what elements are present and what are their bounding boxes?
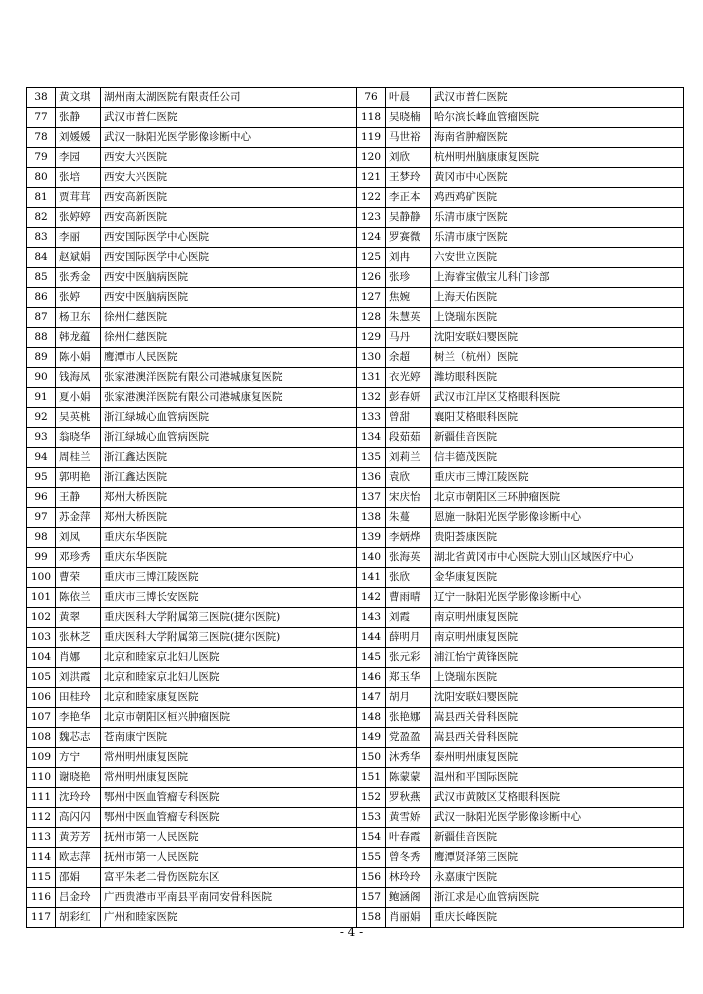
right-hospital-name: 泰州明州康复医院 [431, 748, 684, 768]
right-hospital-name: 沈阳安联妇婴医院 [431, 688, 684, 708]
left-row-number: 78 [27, 128, 56, 148]
table-row [27, 208, 684, 228]
left-row-number: 89 [27, 348, 56, 368]
right-row-number: 143 [357, 608, 386, 628]
right-hospital-name: 杭州明州脑康康复医院 [431, 148, 684, 168]
table-row [27, 168, 684, 188]
left-person-name: 张培 [56, 168, 101, 188]
left-row-number: 110 [27, 768, 56, 788]
right-hospital-name: 重庆长峰医院 [431, 908, 684, 928]
right-row-number: 122 [357, 188, 386, 208]
left-person-name: 刘凤 [56, 528, 101, 548]
left-hospital-name: 广西贵港市平南县平南同安骨科医院 [101, 888, 357, 908]
table-row [27, 748, 684, 768]
right-person-name: 朱蔓 [386, 508, 431, 528]
right-hospital-name: 嵩县西关骨科医院 [431, 708, 684, 728]
left-hospital-name: 北京和睦家京北妇儿医院 [101, 668, 357, 688]
left-person-name: 欧志萍 [56, 848, 101, 868]
table-row [27, 868, 684, 888]
right-row-number: 149 [357, 728, 386, 748]
right-row-number: 157 [357, 888, 386, 908]
right-person-name: 张欣 [386, 568, 431, 588]
table-row [27, 508, 684, 528]
roster-table [26, 87, 684, 928]
left-hospital-name: 北京和睦家康复医院 [101, 688, 357, 708]
right-row-number: 132 [357, 388, 386, 408]
right-row-number: 151 [357, 768, 386, 788]
right-hospital-name: 永嘉康宁医院 [431, 868, 684, 888]
roster-table-body [27, 88, 684, 928]
left-hospital-name: 郑州大桥医院 [101, 508, 357, 528]
right-person-name: 段茹茹 [386, 428, 431, 448]
right-person-name: 彭春妍 [386, 388, 431, 408]
right-row-number: 120 [357, 148, 386, 168]
table-row [27, 628, 684, 648]
right-row-number: 126 [357, 268, 386, 288]
left-row-number: 102 [27, 608, 56, 628]
left-hospital-name: 西安国际医学中心医院 [101, 228, 357, 248]
right-hospital-name: 武汉市黄陂区艾格眼科医院 [431, 788, 684, 808]
right-hospital-name: 潍坊眼科医院 [431, 368, 684, 388]
right-hospital-name: 乐清市康宁医院 [431, 228, 684, 248]
table-row [27, 848, 684, 868]
right-row-number: 136 [357, 468, 386, 488]
right-row-number: 119 [357, 128, 386, 148]
left-row-number: 108 [27, 728, 56, 748]
right-hospital-name: 鸡西鸡矿医院 [431, 188, 684, 208]
table-row [27, 148, 684, 168]
left-row-number: 97 [27, 508, 56, 528]
table-row [27, 808, 684, 828]
left-row-number: 115 [27, 868, 56, 888]
right-person-name: 刘霞 [386, 608, 431, 628]
table-row [27, 608, 684, 628]
table-row [27, 588, 684, 608]
right-person-name: 马丹 [386, 328, 431, 348]
left-person-name: 黄文琪 [56, 88, 101, 108]
left-row-number: 111 [27, 788, 56, 808]
left-person-name: 张婷 [56, 288, 101, 308]
left-hospital-name: 西安中医脑病医院 [101, 268, 357, 288]
right-person-name: 刘莉兰 [386, 448, 431, 468]
right-row-number: 129 [357, 328, 386, 348]
right-hospital-name: 信丰德茂医院 [431, 448, 684, 468]
left-hospital-name: 抚州市第一人民医院 [101, 828, 357, 848]
right-hospital-name: 重庆市三博江陵医院 [431, 468, 684, 488]
right-row-number: 139 [357, 528, 386, 548]
right-hospital-name: 哈尔滨长峰血管瘤医院 [431, 108, 684, 128]
right-hospital-name: 上饶瑞东医院 [431, 668, 684, 688]
table-row [27, 328, 684, 348]
left-row-number: 107 [27, 708, 56, 728]
table-row [27, 648, 684, 668]
left-person-name: 张静 [56, 108, 101, 128]
table-row [27, 428, 684, 448]
right-person-name: 胡月 [386, 688, 431, 708]
right-person-name: 李炳烨 [386, 528, 431, 548]
left-hospital-name: 重庆东华医院 [101, 548, 357, 568]
left-hospital-name: 北京市朝阳区桓兴肿瘤医院 [101, 708, 357, 728]
left-hospital-name: 西安中医脑病医院 [101, 288, 357, 308]
left-row-number: 104 [27, 648, 56, 668]
right-person-name: 余超 [386, 348, 431, 368]
table-row [27, 568, 684, 588]
right-person-name: 郑玉华 [386, 668, 431, 688]
left-row-number: 113 [27, 828, 56, 848]
left-person-name: 韩龙蕴 [56, 328, 101, 348]
right-row-number: 144 [357, 628, 386, 648]
right-row-number: 124 [357, 228, 386, 248]
left-person-name: 魏芯志 [56, 728, 101, 748]
left-row-number: 85 [27, 268, 56, 288]
right-hospital-name: 上海天佑医院 [431, 288, 684, 308]
right-row-number: 150 [357, 748, 386, 768]
right-hospital-name: 新疆佳音医院 [431, 428, 684, 448]
left-hospital-name: 鹰潭市人民医院 [101, 348, 357, 368]
table-row [27, 668, 684, 688]
right-row-number: 121 [357, 168, 386, 188]
left-person-name: 黄芳芳 [56, 828, 101, 848]
right-person-name: 宋庆怡 [386, 488, 431, 508]
left-row-number: 92 [27, 408, 56, 428]
right-hospital-name: 南京明州康复医院 [431, 608, 684, 628]
left-row-number: 109 [27, 748, 56, 768]
right-hospital-name: 武汉一脉阳光医学影像诊断中心 [431, 808, 684, 828]
left-hospital-name: 徐州仁慈医院 [101, 308, 357, 328]
right-person-name: 刘欣 [386, 148, 431, 168]
left-person-name: 张秀金 [56, 268, 101, 288]
left-person-name: 陈依兰 [56, 588, 101, 608]
right-person-name: 陈蒙蒙 [386, 768, 431, 788]
left-hospital-name: 武汉一脉阳光医学影像诊断中心 [101, 128, 357, 148]
table-row [27, 128, 684, 148]
left-row-number: 112 [27, 808, 56, 828]
right-row-number: 76 [357, 88, 386, 108]
table-row [27, 308, 684, 328]
table-row [27, 388, 684, 408]
right-row-number: 153 [357, 808, 386, 828]
left-hospital-name: 鄂州中医血管瘤专科医院 [101, 808, 357, 828]
left-row-number: 95 [27, 468, 56, 488]
right-person-name: 叶春霞 [386, 828, 431, 848]
right-person-name: 朱慧英 [386, 308, 431, 328]
table-row [27, 768, 684, 788]
right-row-number: 138 [357, 508, 386, 528]
left-person-name: 杨卫东 [56, 308, 101, 328]
table-row [27, 228, 684, 248]
right-hospital-name: 金华康复医院 [431, 568, 684, 588]
table-row [27, 708, 684, 728]
table-row [27, 488, 684, 508]
left-hospital-name: 浙江绿城心血管病医院 [101, 428, 357, 448]
right-hospital-name: 上海睿宝傲宝儿科门诊部 [431, 268, 684, 288]
page-number: - 4 - [339, 925, 364, 939]
left-person-name: 谢晓艳 [56, 768, 101, 788]
left-hospital-name: 重庆医科大学附属第三医院(捷尔医院) [101, 608, 357, 628]
left-hospital-name: 郑州大桥医院 [101, 488, 357, 508]
left-row-number: 91 [27, 388, 56, 408]
right-person-name: 林玲玲 [386, 868, 431, 888]
left-hospital-name: 抚州市第一人民医院 [101, 848, 357, 868]
right-person-name: 张珍 [386, 268, 431, 288]
right-person-name: 衣光婷 [386, 368, 431, 388]
left-hospital-name: 重庆市三博江陵医院 [101, 568, 357, 588]
right-row-number: 152 [357, 788, 386, 808]
left-person-name: 李艳华 [56, 708, 101, 728]
left-row-number: 87 [27, 308, 56, 328]
right-person-name: 刘冉 [386, 248, 431, 268]
right-row-number: 156 [357, 868, 386, 888]
right-hospital-name: 辽宁一脉阳光医学影像诊断中心 [431, 588, 684, 608]
left-hospital-name: 湖州南太湖医院有限责任公司 [101, 88, 357, 108]
right-hospital-name: 嵩县西关骨科医院 [431, 728, 684, 748]
left-hospital-name: 西安高新医院 [101, 208, 357, 228]
right-hospital-name: 六安世立医院 [431, 248, 684, 268]
left-hospital-name: 西安大兴医院 [101, 168, 357, 188]
table-row [27, 188, 684, 208]
left-row-number: 114 [27, 848, 56, 868]
right-row-number: 154 [357, 828, 386, 848]
right-person-name: 李正本 [386, 188, 431, 208]
left-person-name: 吴英桃 [56, 408, 101, 428]
left-hospital-name: 浙江鑫达医院 [101, 448, 357, 468]
right-row-number: 133 [357, 408, 386, 428]
right-person-name: 鲍涵阁 [386, 888, 431, 908]
left-hospital-name: 重庆东华医院 [101, 528, 357, 548]
table-row [27, 88, 684, 108]
right-hospital-name: 新疆佳音医院 [431, 828, 684, 848]
right-hospital-name: 武汉市普仁医院 [431, 88, 684, 108]
right-person-name: 薛明月 [386, 628, 431, 648]
left-hospital-name: 重庆市三博长安医院 [101, 588, 357, 608]
right-hospital-name: 上饶瑞东医院 [431, 308, 684, 328]
left-person-name: 郭明艳 [56, 468, 101, 488]
left-person-name: 李丽 [56, 228, 101, 248]
right-hospital-name: 南京明州康复医院 [431, 628, 684, 648]
right-person-name: 吴晓楠 [386, 108, 431, 128]
left-person-name: 赵斌娟 [56, 248, 101, 268]
left-hospital-name: 广州和睦家医院 [101, 908, 357, 928]
left-person-name: 吕金玲 [56, 888, 101, 908]
right-hospital-name: 浙江求是心血管病医院 [431, 888, 684, 908]
table-row [27, 448, 684, 468]
left-person-name: 陈小娟 [56, 348, 101, 368]
left-person-name: 邓珍秀 [56, 548, 101, 568]
table-row [27, 248, 684, 268]
table-row [27, 288, 684, 308]
left-hospital-name: 张家港澳洋医院有限公司港城康复医院 [101, 368, 357, 388]
left-person-name: 刘洪霞 [56, 668, 101, 688]
left-row-number: 117 [27, 908, 56, 928]
table-row [27, 548, 684, 568]
left-person-name: 沈玲玲 [56, 788, 101, 808]
table-row [27, 108, 684, 128]
table-row [27, 268, 684, 288]
left-row-number: 88 [27, 328, 56, 348]
right-row-number: 135 [357, 448, 386, 468]
left-person-name: 黄翠 [56, 608, 101, 628]
right-hospital-name: 武汉市江岸区艾格眼科医院 [431, 388, 684, 408]
left-person-name: 王静 [56, 488, 101, 508]
left-person-name: 曹荣 [56, 568, 101, 588]
left-person-name: 夏小娟 [56, 388, 101, 408]
left-row-number: 100 [27, 568, 56, 588]
left-row-number: 77 [27, 108, 56, 128]
right-row-number: 155 [357, 848, 386, 868]
right-row-number: 137 [357, 488, 386, 508]
left-person-name: 田桂玲 [56, 688, 101, 708]
right-row-number: 158 [357, 908, 386, 928]
right-person-name: 马世裕 [386, 128, 431, 148]
right-hospital-name: 贵阳荟康医院 [431, 528, 684, 548]
right-row-number: 145 [357, 648, 386, 668]
left-hospital-name: 苍南康宁医院 [101, 728, 357, 748]
right-hospital-name: 乐清市康宁医院 [431, 208, 684, 228]
left-row-number: 101 [27, 588, 56, 608]
right-hospital-name: 襄阳艾格眼科医院 [431, 408, 684, 428]
left-row-number: 96 [27, 488, 56, 508]
left-row-number: 103 [27, 628, 56, 648]
right-hospital-name: 树兰（杭州）医院 [431, 348, 684, 368]
table-row [27, 348, 684, 368]
left-person-name: 贾茸茸 [56, 188, 101, 208]
left-row-number: 86 [27, 288, 56, 308]
right-person-name: 黄雪娇 [386, 808, 431, 828]
left-row-number: 93 [27, 428, 56, 448]
left-person-name: 苏金萍 [56, 508, 101, 528]
table-row [27, 888, 684, 908]
left-row-number: 99 [27, 548, 56, 568]
right-row-number: 148 [357, 708, 386, 728]
right-person-name: 党盈盈 [386, 728, 431, 748]
right-person-name: 吴静静 [386, 208, 431, 228]
right-row-number: 128 [357, 308, 386, 328]
right-row-number: 141 [357, 568, 386, 588]
left-person-name: 高闪闪 [56, 808, 101, 828]
right-person-name: 沐秀华 [386, 748, 431, 768]
right-hospital-name: 沈阳安联妇婴医院 [431, 328, 684, 348]
right-row-number: 146 [357, 668, 386, 688]
left-hospital-name: 常州明州康复医院 [101, 748, 357, 768]
right-person-name: 袁欣 [386, 468, 431, 488]
right-person-name: 张海英 [386, 548, 431, 568]
left-hospital-name: 武汉市普仁医院 [101, 108, 357, 128]
left-person-name: 周桂兰 [56, 448, 101, 468]
left-hospital-name: 徐州仁慈医院 [101, 328, 357, 348]
table-row [27, 688, 684, 708]
table-row [27, 788, 684, 808]
right-person-name: 肖丽娟 [386, 908, 431, 928]
right-person-name: 张元彩 [386, 648, 431, 668]
left-hospital-name: 西安高新医院 [101, 188, 357, 208]
left-person-name: 刘媛媛 [56, 128, 101, 148]
right-hospital-name: 湖北省黄冈市中心医院大别山区域医疗中心 [431, 548, 684, 568]
left-person-name: 李园 [56, 148, 101, 168]
right-row-number: 130 [357, 348, 386, 368]
table-row [27, 728, 684, 748]
left-person-name: 肖娜 [56, 648, 101, 668]
right-hospital-name: 鹰潭贤泽第三医院 [431, 848, 684, 868]
left-hospital-name: 重庆医科大学附属第三医院(捷尔医院) [101, 628, 357, 648]
table-row [27, 408, 684, 428]
left-row-number: 38 [27, 88, 56, 108]
left-row-number: 79 [27, 148, 56, 168]
left-row-number: 84 [27, 248, 56, 268]
left-hospital-name: 张家港澳洋医院有限公司港城康复医院 [101, 388, 357, 408]
right-row-number: 134 [357, 428, 386, 448]
left-hospital-name: 北京和睦家京北妇儿医院 [101, 648, 357, 668]
right-hospital-name: 北京市朝阳区三环肿瘤医院 [431, 488, 684, 508]
left-row-number: 94 [27, 448, 56, 468]
table-row [27, 528, 684, 548]
left-hospital-name: 西安国际医学中心医院 [101, 248, 357, 268]
right-row-number: 142 [357, 588, 386, 608]
right-row-number: 125 [357, 248, 386, 268]
left-person-name: 方宁 [56, 748, 101, 768]
left-row-number: 105 [27, 668, 56, 688]
right-person-name: 叶晨 [386, 88, 431, 108]
right-hospital-name: 海南省肿瘤医院 [431, 128, 684, 148]
right-hospital-name: 黄冈市中心医院 [431, 168, 684, 188]
left-row-number: 81 [27, 188, 56, 208]
table-row [27, 828, 684, 848]
left-hospital-name: 常州明州康复医院 [101, 768, 357, 788]
right-hospital-name: 温州和平国际医院 [431, 768, 684, 788]
left-person-name: 钱海凤 [56, 368, 101, 388]
left-row-number: 82 [27, 208, 56, 228]
left-row-number: 80 [27, 168, 56, 188]
left-row-number: 116 [27, 888, 56, 908]
right-hospital-name: 浦江怡宁黄锋医院 [431, 648, 684, 668]
left-hospital-name: 浙江鑫达医院 [101, 468, 357, 488]
left-hospital-name: 富平朱老二骨伤医院东区 [101, 868, 357, 888]
table-row [27, 368, 684, 388]
table-row [27, 468, 684, 488]
right-row-number: 140 [357, 548, 386, 568]
left-hospital-name: 浙江绿城心血管病医院 [101, 408, 357, 428]
left-row-number: 98 [27, 528, 56, 548]
right-row-number: 131 [357, 368, 386, 388]
left-hospital-name: 西安大兴医院 [101, 148, 357, 168]
right-row-number: 118 [357, 108, 386, 128]
right-row-number: 147 [357, 688, 386, 708]
right-row-number: 127 [357, 288, 386, 308]
right-person-name: 王梦玲 [386, 168, 431, 188]
right-person-name: 曹雨晴 [386, 588, 431, 608]
right-person-name: 曾冬秀 [386, 848, 431, 868]
left-person-name: 翁晓华 [56, 428, 101, 448]
right-person-name: 罗秋燕 [386, 788, 431, 808]
right-person-name: 焦婉 [386, 288, 431, 308]
right-person-name: 张艳娜 [386, 708, 431, 728]
right-person-name: 罗赛微 [386, 228, 431, 248]
left-row-number: 90 [27, 368, 56, 388]
left-person-name: 胡彩红 [56, 908, 101, 928]
roster-table-container [26, 87, 684, 928]
left-person-name: 张林芝 [56, 628, 101, 648]
left-hospital-name: 鄂州中医血管瘤专科医院 [101, 788, 357, 808]
right-person-name: 曾甜 [386, 408, 431, 428]
right-row-number: 123 [357, 208, 386, 228]
left-person-name: 邵娟 [56, 868, 101, 888]
right-hospital-name: 恩施一脉阳光医学影像诊断中心 [431, 508, 684, 528]
left-person-name: 张婷婷 [56, 208, 101, 228]
left-row-number: 83 [27, 228, 56, 248]
left-row-number: 106 [27, 688, 56, 708]
